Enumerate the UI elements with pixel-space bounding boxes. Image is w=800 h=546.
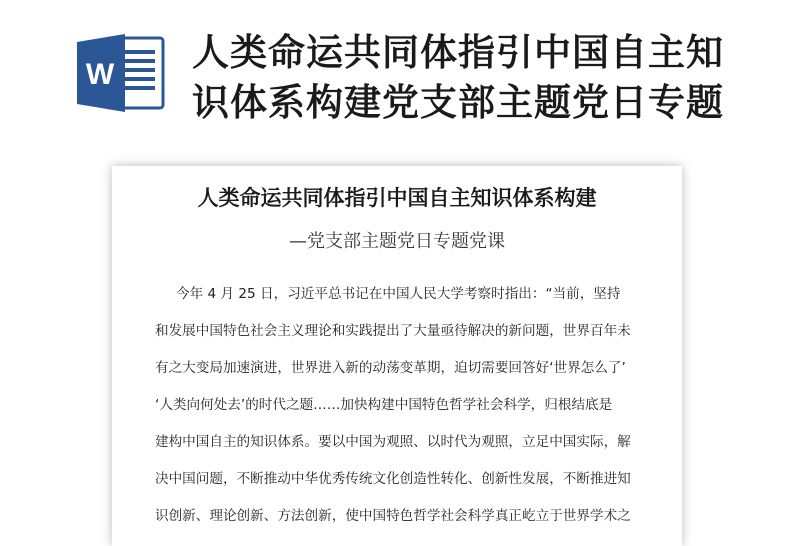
document-subtitle: —党支部主题党日专题党课 xyxy=(289,231,505,252)
paragraph-line: 今年 4 月 25 日，习近平总书记在中国人民大学考察时指出：“当前，坚持 xyxy=(176,286,621,302)
banner-title xyxy=(192,28,792,128)
paragraph-line: 识创新、理论创新、方法创新，使中国特色哲学社会科学真正屹立于世界学术之 xyxy=(155,508,631,524)
banner-title-line-2: 识体系构建党支部主题党日专题 xyxy=(192,81,724,124)
word-icon-letter: W xyxy=(85,58,115,91)
paragraph-line: 和发展中国特色社会主义理论和实践提出了大量亟待解决的新问题，世界百年未 xyxy=(155,323,631,339)
document-title: 人类命运共同体指引中国自主知识体系构建 xyxy=(197,186,597,210)
word-document-icon xyxy=(77,32,165,114)
document-page xyxy=(112,166,682,546)
banner xyxy=(0,0,800,150)
banner-title-line-1: 人类命运共同体指引中国自主知 xyxy=(192,31,724,74)
paragraph-line: 建构中国自主的知识体系。要以中国为观照、以时代为观照，立足中国实际，解 xyxy=(155,434,631,450)
paragraph-line: 决中国问题，不断推动中华优秀传统文化创造性转化、创新性发展，不断推进知 xyxy=(155,471,631,487)
paragraph-line: ‘人类向何处去’的时代之题……加快构建中国特色哲学社会科学，归根结底是 xyxy=(155,397,613,413)
paragraph-line: 有之大变局加速演进，世界进入新的动荡变革期，迫切需要回答好‘世界怎么了’ xyxy=(155,360,626,376)
